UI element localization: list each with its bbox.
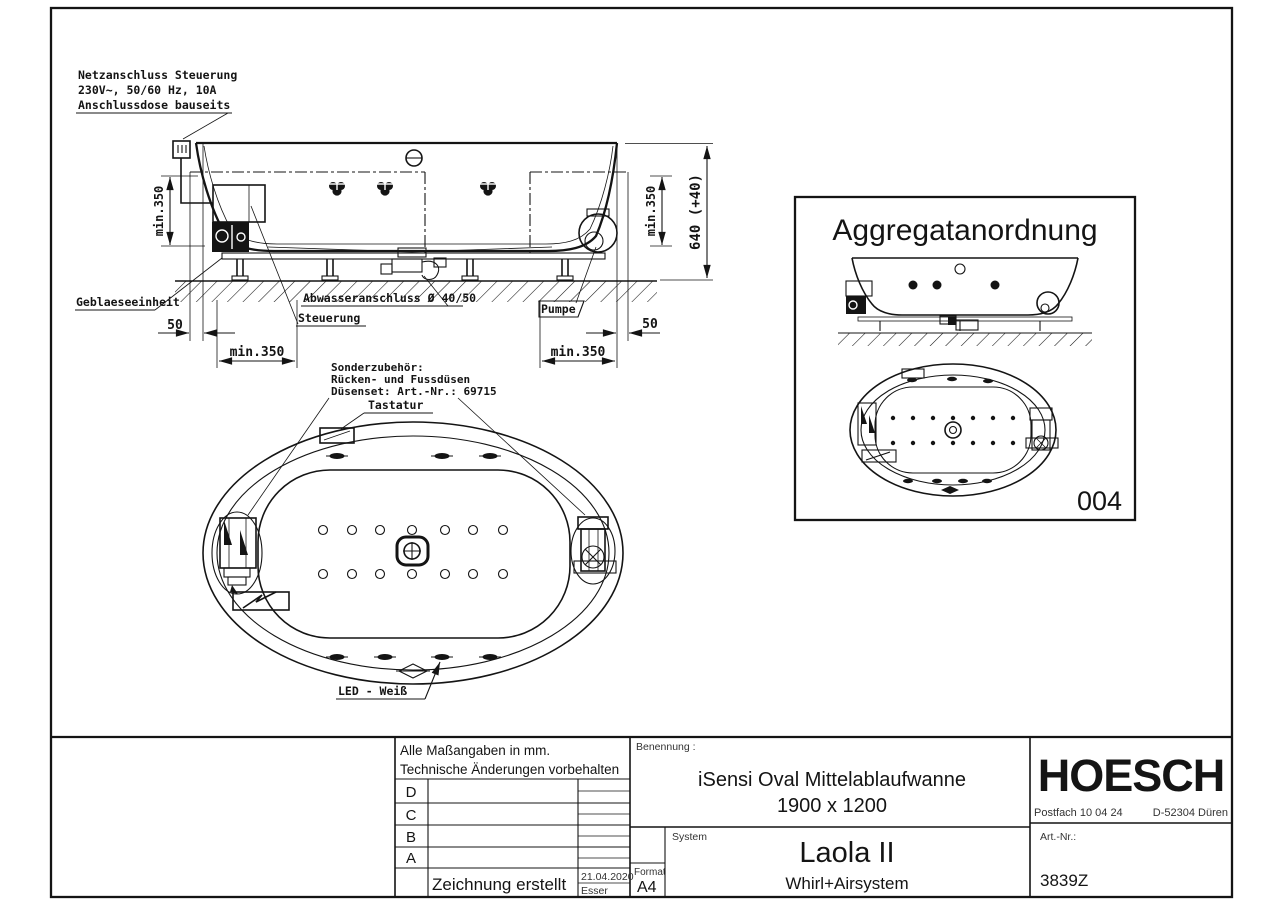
title-block (51, 737, 1232, 897)
underwater-light (396, 664, 430, 678)
whirl-jet-icon (480, 181, 496, 196)
label-keyboard (341, 398, 433, 429)
dim-min350-bottom-left (219, 345, 295, 361)
led-jet-icon (431, 654, 453, 660)
svg-text:min.350: min.350 (550, 345, 606, 360)
center-drain (397, 537, 428, 565)
whirl-jet-icon (377, 181, 393, 196)
product-size: 1900 x 1200 (776, 795, 888, 817)
created-date: 21.04.2020 (581, 871, 634, 883)
created-by: Esser (581, 885, 608, 897)
svg-text:min.350: min.350 (229, 345, 285, 360)
label-power-connection (76, 68, 237, 139)
svg-text:640 (+40): 640 (+40) (688, 174, 704, 250)
aggregat-air-jets (891, 416, 1015, 445)
support-frame (222, 253, 605, 259)
svg-text:50: 50 (642, 317, 658, 332)
svg-text:Anschlussdose bauseits: Anschlussdose bauseits (78, 98, 231, 112)
svg-text:Abwasseranschluss Ø 40/50: Abwasseranschluss Ø 40/50 (303, 291, 477, 305)
aggregat-box (795, 197, 1135, 520)
dim-min350-left-vertical (152, 176, 205, 246)
blower-unit (212, 222, 249, 252)
svg-text:Netzanschluss Steuerung: Netzanschluss Steuerung (78, 68, 238, 82)
tub-inner-rim (217, 436, 609, 670)
svg-text:Geblaeseeinheit: Geblaeseeinheit (76, 295, 180, 309)
format-value: A4 (637, 879, 657, 896)
control-box (213, 185, 265, 222)
tub-basin (258, 470, 570, 638)
svg-text:230V~, 50/60 Hz, 10A: 230V~, 50/60 Hz, 10A (78, 83, 217, 97)
aggregat-title: Aggregatanordnung (832, 214, 1098, 247)
system-label: System (672, 831, 708, 843)
brand-logo: HOESCH (1037, 750, 1225, 801)
svg-text:50: 50 (167, 318, 183, 333)
label-control (251, 206, 366, 326)
svg-text:LED - Weiß: LED - Weiß (338, 684, 408, 698)
revision-row-d: D (405, 784, 417, 801)
name-label: Benennung : (636, 741, 696, 753)
dim-50-right (586, 317, 660, 333)
foot (462, 259, 478, 280)
foot (557, 259, 573, 280)
mains-socket-icon (173, 141, 190, 158)
dim-min350-right-vertical (644, 176, 672, 246)
svg-text:Düsenset: Art.-Nr.: 69715: Düsenset: Art.-Nr.: 69715 (331, 385, 497, 398)
dim-min350-bottom-right (542, 345, 615, 361)
note-changes: Technische Änderungen vorbehalten (400, 762, 620, 777)
dim-height-640 (688, 146, 707, 278)
air-jets (319, 526, 508, 579)
brand-address-right: D-52304 Düren (1152, 807, 1228, 819)
plan-blower-unit (212, 512, 262, 594)
side-jet-icon (479, 654, 501, 660)
aggregat-number: 004 (1076, 486, 1122, 516)
revision-row-c: C (405, 807, 417, 824)
svg-text:min.350: min.350 (152, 185, 166, 237)
created-label: Zeichnung erstellt (432, 875, 567, 894)
tub-outer-rim (203, 422, 623, 684)
svg-text:min.350: min.350 (644, 185, 658, 237)
side-jet-icon (479, 453, 501, 459)
side-jet-icon (431, 453, 453, 459)
plan-view (203, 361, 623, 699)
aggregat-plan-view (850, 364, 1058, 496)
artnr-label: Art.-Nr.: (1040, 831, 1077, 843)
label-accessory (248, 361, 585, 515)
svg-text:Sonderzubehör:: Sonderzubehör: (331, 361, 424, 374)
system-name: Laola II (799, 837, 895, 869)
label-led (336, 662, 440, 699)
format-label: Format (634, 867, 666, 878)
side-jet-icon (374, 654, 396, 660)
side-view (75, 68, 713, 368)
side-jet-icon (326, 453, 348, 459)
revision-row-b: B (405, 829, 417, 846)
svg-text:Steuerung: Steuerung (298, 311, 361, 325)
aggregat-side-view (838, 258, 1092, 346)
system-subtitle: Whirl+Airsystem (785, 874, 909, 893)
svg-text:Tastatur: Tastatur (368, 398, 424, 412)
foot (322, 259, 338, 280)
whirl-jet-icon (329, 181, 345, 196)
dim-50-left (158, 318, 235, 333)
svg-text:Pumpe: Pumpe (541, 302, 576, 316)
note-units: Alle Maßangaben in mm. (400, 743, 551, 758)
svg-text:Rücken- und Fussdüsen: Rücken- und Fussdüsen (331, 373, 471, 386)
brand-address-left: Postfach 10 04 24 (1034, 807, 1123, 819)
foot (232, 259, 248, 280)
product-name: iSensi Oval Mittelablaufwanne (698, 769, 966, 791)
revision-row-a: A (405, 850, 417, 867)
plan-control-box (233, 592, 289, 610)
artnr-value: 3839Z (1040, 871, 1089, 890)
